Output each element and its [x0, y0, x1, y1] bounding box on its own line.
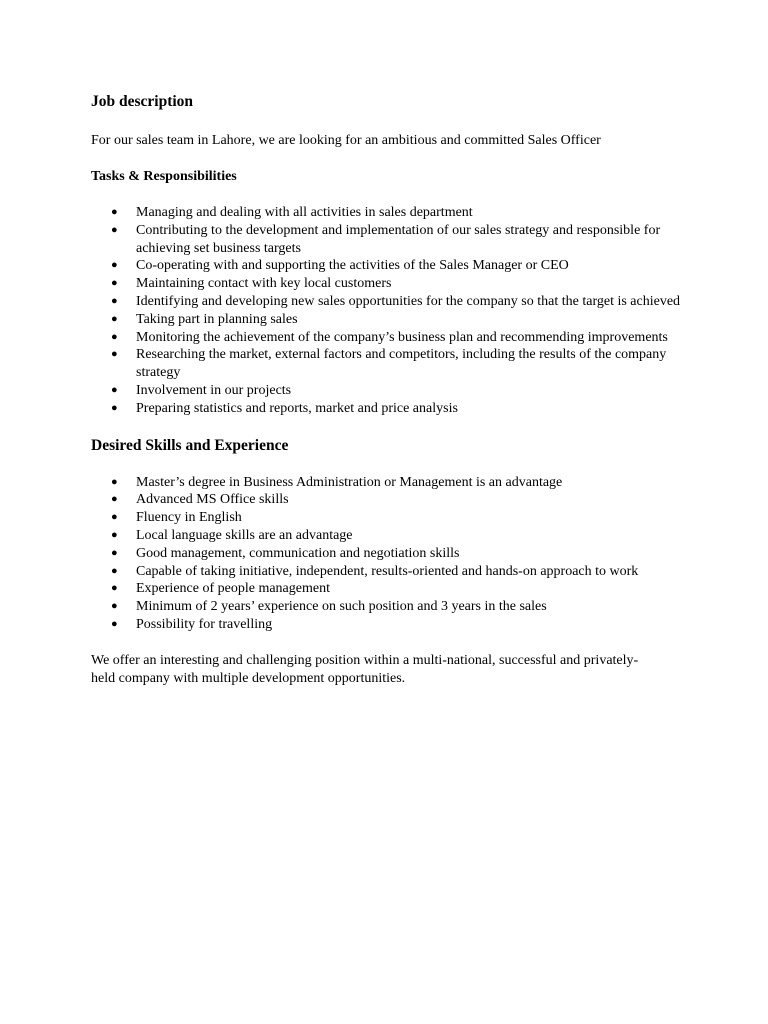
list-item — [91, 311, 691, 329]
list-item-text: Fluency in English — [136, 510, 242, 526]
list-item — [91, 545, 691, 563]
bullet-icon: ● — [111, 277, 118, 290]
list-item-text: Experience of people management — [136, 581, 330, 597]
tasks-heading: Tasks & Responsibilities — [91, 169, 237, 184]
list-item — [91, 527, 691, 545]
list-item-text: Identifying and developing new sales opportunities for the company so that the target is achieved — [136, 293, 681, 309]
bullet-icon: ● — [111, 312, 118, 325]
list-item — [91, 580, 691, 598]
list-item — [91, 509, 691, 527]
list-item-text: Monitoring the achievement of the company’s business plan and recommending improvements — [136, 329, 668, 345]
document-content — [91, 92, 691, 688]
bullet-icon: ● — [111, 383, 118, 396]
list-item — [91, 474, 691, 492]
list-item — [91, 346, 691, 382]
bullet-icon: ● — [111, 206, 118, 218]
list-item — [91, 293, 691, 311]
list-item — [91, 275, 691, 293]
bullet-icon: ● — [111, 348, 118, 361]
bullet-icon: ● — [111, 223, 118, 236]
list-item-text: Taking part in planning sales — [136, 311, 298, 327]
list-item-text: Involvement in our projects — [136, 382, 292, 398]
bullet-icon: ● — [111, 401, 118, 414]
bullet-icon: ● — [111, 511, 118, 524]
list-item-text: Managing and dealing with all activities in sales department — [136, 205, 473, 220]
list-item-text: Good management, communication and negotiation skills — [136, 545, 460, 561]
list-item — [91, 616, 691, 634]
list-item-text: Researching the market, external factors and competitors, including the results of the company strategy — [136, 347, 667, 381]
list-item-text: Contributing to the development and implementation of our sales strategy and responsible for achieving set business targets — [136, 222, 661, 256]
list-item-text: Master’s degree in Business Administration or Management is an advantage — [136, 474, 563, 490]
bullet-icon: ● — [111, 564, 118, 577]
bullet-icon: ● — [111, 582, 118, 595]
intro-paragraph: For our sales team in Lahore, we are looking for an ambitious and committed Sales Officer — [91, 133, 601, 148]
bullet-icon: ● — [111, 259, 118, 272]
bullet-icon: ● — [111, 528, 118, 541]
job-description-heading: Job description — [91, 93, 194, 110]
list-item — [91, 222, 691, 258]
bullet-icon: ● — [111, 294, 118, 307]
bullet-icon: ● — [111, 330, 118, 343]
list-item-text: Possibility for travelling — [136, 616, 273, 632]
list-item — [91, 563, 691, 581]
bullet-icon: ● — [111, 617, 118, 630]
skills-heading: Desired Skills and Experience — [91, 436, 289, 454]
skills-list — [91, 474, 691, 634]
bullet-icon: ● — [111, 493, 118, 506]
bullet-icon: ● — [111, 475, 118, 488]
list-item-text: Co-operating with and supporting the activities of the Sales Manager or CEO — [136, 258, 569, 274]
list-item-text: Preparing statistics and reports, market and price analysis — [136, 400, 458, 416]
closing-paragraph: We offer an interesting and challenging position within a multi-national, successful and privately-held company with multiple development opportunities. — [91, 652, 639, 686]
list-item-text: Advanced MS Office skills — [136, 492, 289, 508]
list-item — [91, 598, 691, 616]
bullet-icon: ● — [111, 546, 118, 559]
list-item-text: Local language skills are an advantage — [136, 527, 353, 543]
list-item — [91, 491, 691, 509]
list-item-text: Minimum of 2 years’ experience on such position and 3 years in the sales — [136, 599, 547, 615]
list-item-text: Maintaining contact with key local customers — [136, 276, 392, 292]
list-item — [91, 329, 691, 347]
tasks-list — [91, 204, 691, 418]
list-item — [91, 400, 691, 418]
bullet-icon: ● — [111, 600, 118, 613]
list-item — [91, 257, 691, 275]
list-item — [91, 382, 691, 400]
list-item — [91, 204, 691, 222]
list-item-text: Capable of taking initiative, independent, results-oriented and hands-on approach to work — [136, 563, 639, 579]
